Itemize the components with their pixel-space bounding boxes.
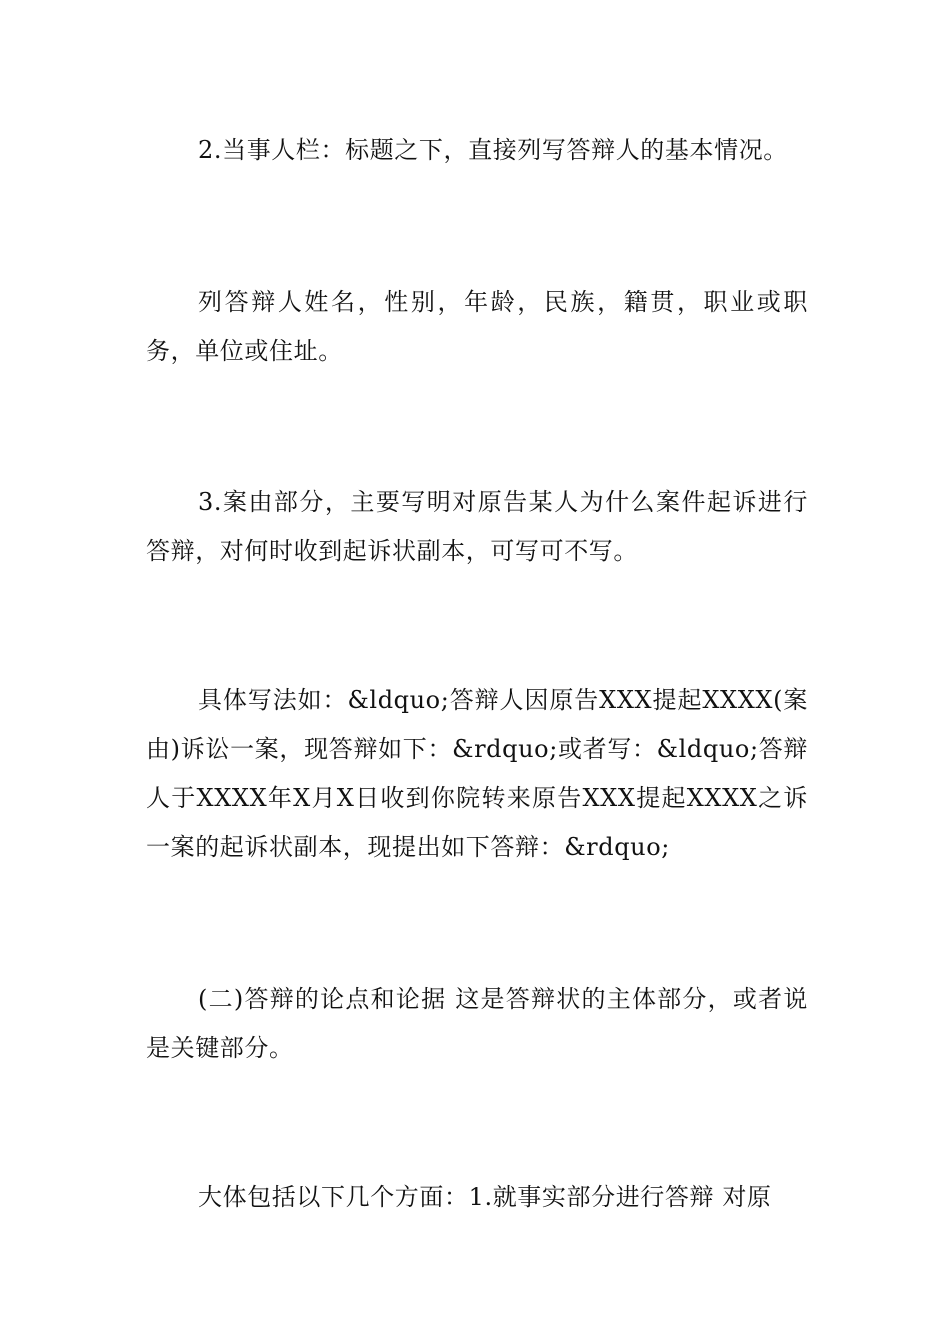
paragraph-writing-example: 具体写法如：&ldquo;答辩人因原告XXX提起XXXX(案由)诉讼一案，现答辩如下：&rdquo;或者写：&ldquo;答辩人于XXXX年X月X日收到你院转来原告XXX提起XXXX之诉一案的起诉状副本，现提出如下答辩：&rdquo; [146,686,808,861]
paragraph-arguments-and-evidence: (二)答辩的论点和论据 这是答辩状的主体部分，或者说是关键部分。 [146,985,808,1062]
paragraph-respondent-details: 列答辩人姓名，性别，年龄，民族，籍贯，职业或职务，单位或住址。 [146,288,808,365]
paragraph-aspects-list: 大体包括以下几个方面：1.就事实部分进行答辩 对原 [198,1183,772,1211]
paragraph-cause-of-action: 3.案由部分，主要写明对原告某人为什么案件起诉进行答辩，对何时收到起诉状副本，可写可不写。 [146,488,808,565]
paragraph-parties-section: 2.当事人栏：标题之下，直接列写答辩人的基本情况。 [198,136,788,164]
